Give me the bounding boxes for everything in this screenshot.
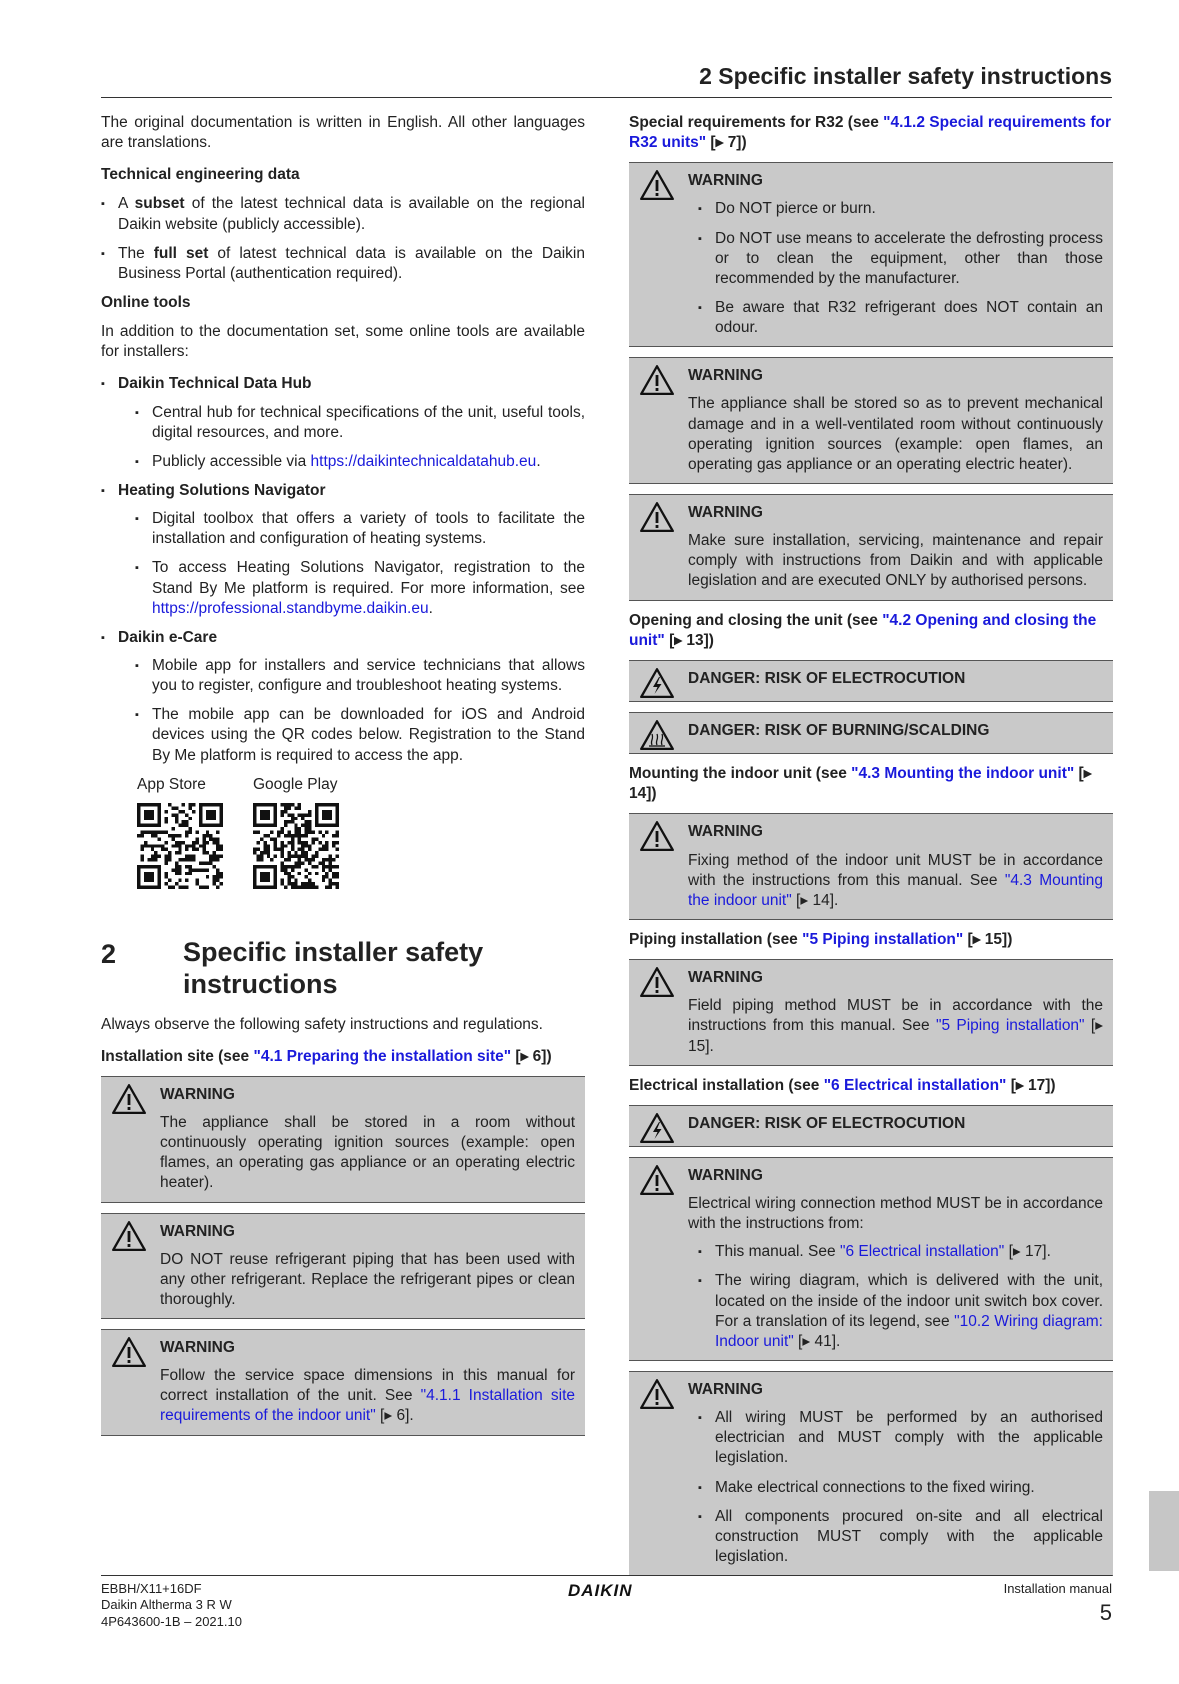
warning-box [629,959,1113,1066]
qr-label: Google Play [253,775,338,793]
list-item: ▪ The mobile app can be downloaded for iOS and Android devices using the QR codes below. Registration to the Stand By Me platform is required to access the app. [135,705,585,765]
wiring-diagram-link[interactable]: "10.2 Wiring diagram: Indoor unit" [715,1312,1103,1350]
page-reference-arrow-icon: ▸ [1012,1243,1021,1261]
online-tools-list [101,374,585,765]
online-tools-intro: In addition to the documentation set, some online tools are available for installers: [101,323,585,361]
warning-text: DO NOT reuse refrigerant piping that has been used with any other refrigerant. Replace the refrigerant pipes or clean thoroughly. [160,1250,575,1308]
qr-code-icon[interactable] [253,803,339,889]
warning-box [629,357,1113,484]
tool-title-technical-data-hub: Daikin Technical Data Hub [118,375,312,393]
technical-data-heading: Technical engineering data [101,166,300,184]
electrical-ref-link[interactable]: "6 Electrical installation" [839,1243,1005,1261]
footer-doc-type: Installation manual [1003,1581,1112,1596]
warning-title: WARNING [160,1339,235,1357]
warning-triangle-icon [111,1220,147,1252]
chapter-number: 2 [101,938,117,969]
hot-surface-triangle-icon [639,719,675,751]
technical-data-list [101,194,585,284]
list-item: ▪ Do NOT pierce or burn. [698,199,1103,219]
online-tools-heading: Online tools [101,293,191,311]
left-column [101,113,585,1446]
page-reference-arrow-icon: ▸ [802,1332,811,1350]
r32-heading: Special requirements for R32 (see "4.1.2 Special requirements for R32 units" [▸ 7]) [629,114,1112,152]
section-side-tab [1149,1491,1179,1571]
warning-box [101,1076,585,1203]
warning-text: Make sure installation, servicing, maintenance and repair comply with instructions from Daikin and with applicable legislation and are executed ONLY by authorised persons. [688,532,1103,590]
electrical-heading: Electrical installation (see "6 Electrical installation" [▸ 17]) [629,1076,1056,1094]
warning-box [629,1157,1113,1361]
list-item: ▪ To access Heating Solutions Navigator, registration to the Stand By Me platform is required. For more information, see https://professional.standbyme.daikin.eu. [135,558,585,618]
warning-text: Field piping method MUST be in accordance with the instructions from this manual. See "5 Piping installation" [▸ 15]. [688,997,1103,1055]
page-reference-arrow-icon: ▸ [384,1407,393,1425]
r32-link[interactable]: "4.1.2 Special requirements for R32 units" [629,114,1112,152]
warning-triangle-icon [639,364,675,396]
warning-title: WARNING [688,172,763,190]
warning-text: The appliance shall be stored so as to prevent mechanical damage and in a well-ventilated room without continuously operating ignition sources (example: open flames, an operating gas appliance or an operating electric heater). [688,395,1103,473]
warning-box [629,162,1113,347]
warning-triangle-icon [639,1164,675,1196]
piping-heading: Piping installation (see "5 Piping installation" [▸ 15]) [629,930,1013,948]
daikin-logo: DAIKIN [568,1581,633,1600]
warning-box [101,1329,585,1436]
mounting-heading: Mounting the indoor unit (see "4.3 Mounting the indoor unit" [▸ 14]) [629,765,1092,803]
warning-text: The appliance shall be stored in a room without continuously operating ignition sources (example: open flames, an operating gas appliance or an operating electric heater). [160,1113,575,1192]
warning-triangle-icon [639,169,675,201]
page-reference-arrow-icon: ▸ [520,1047,529,1065]
danger-title: DANGER: RISK OF BURNING/SCALDING [688,721,990,739]
footer-divider [101,1575,1112,1576]
page-reference-arrow-icon: ▸ [1015,1076,1024,1094]
list-item: ▪ Mobile app for installers and service technicians that allows you to register, configure and troubleshoot heating systems. [135,656,585,696]
opening-closing-heading: Opening and closing the unit (see "4.2 Opening and closing the unit" [▸ 13]) [629,611,1097,649]
warning-title: WARNING [688,969,763,987]
qr-label: App Store [137,775,206,793]
tool-title-heating-solutions-navigator: Heating Solutions Navigator [118,481,326,499]
warning-triangle-icon [111,1336,147,1368]
warning-title: WARNING [160,1085,235,1103]
chapter-title: Specific installer safety instructions [183,936,484,999]
footer-doc-info: EBBH/X11+16DF Daikin Altherma 3 R W 4P643600-1B – 2021.10 [101,1581,242,1629]
list-item: ▪ Make electrical connections to the fixed wiring. [698,1478,1103,1498]
list-item: ▪ All components procured on-site and all electrical construction MUST comply with the applicable legislation. [698,1507,1103,1567]
safety-intro: Always observe the following safety instructions and regulations. [101,1015,543,1033]
piping-link[interactable]: "5 Piping installation" [802,930,964,948]
page-reference-arrow-icon: ▸ [674,631,683,649]
service-space-link[interactable]: "4.1.1 Installation site requirements of the indoor unit" [160,1387,575,1425]
warning-triangle-icon [639,820,675,852]
page-reference-arrow-icon: ▸ [972,930,981,948]
warning-title: WARNING [688,823,763,841]
page-reference-arrow-icon: ▸ [1095,1017,1103,1035]
page-reference-arrow-icon: ▸ [800,891,809,909]
warning-triangle-icon [639,1378,675,1410]
piping-ref-link[interactable]: "5 Piping installation" [935,1017,1085,1035]
mounting-ref-link[interactable]: "4.3 Mounting the indoor unit" [688,871,1103,909]
warning-triangle-icon [639,501,675,533]
warning-title: WARNING [688,1381,763,1399]
list-item: ▪ The full set of latest technical data is available on the Daikin Business Portal (authentication required). [101,244,585,284]
list-item: ▪ Digital toolbox that offers a variety of tools to facilitate the installation and configuration of heating systems. [135,509,585,549]
standbyme-link[interactable]: https://professional.standbyme.daikin.eu [152,599,429,617]
danger-box [629,1105,1113,1147]
warning-box [629,1371,1113,1576]
list-item: ▪ Central hub for technical specifications of the unit, useful tools, digital resources, and more. [135,403,585,443]
list-item [101,374,585,472]
list-item: ▪ This manual. See "6 Electrical installation" [▸ 17]. [698,1242,1103,1262]
installation-site-link[interactable]: "4.1 Preparing the installation site" [253,1047,512,1065]
warning-title: WARNING [688,1166,763,1184]
page-reference-arrow-icon: ▸ [715,134,724,152]
warning-text: Fixing method of the indoor unit MUST be in accordance with the instructions from this manual. See "4.3 Mounting the indoor unit" [▸ 14]. [688,851,1103,909]
danger-box [629,660,1113,702]
technical-data-hub-link[interactable]: https://daikintechnicaldatahub.eu [310,452,537,470]
page-header [101,62,1112,98]
warning-triangle-icon [111,1083,147,1115]
installation-site-heading: Installation site (see "4.1 Preparing the installation site" [▸ 6]) [101,1047,552,1065]
qr-code-icon[interactable] [137,803,223,889]
danger-title: DANGER: RISK OF ELECTROCUTION [688,669,966,687]
chapter-heading [101,937,585,1001]
list-item: ▪ Publicly accessible via https://daikintechnicaldatahub.eu. [135,452,585,472]
page-header-title: 2 Specific installer safety instructions [699,63,1112,89]
warning-text: Electrical wiring connection method MUST be in accordance with the instructions from: [688,1195,1103,1233]
warning-triangle-icon [639,966,675,998]
list-item [101,481,585,619]
warning-title: WARNING [688,503,763,521]
tool-title-ecare: Daikin e-Care [118,628,218,646]
warning-text: Follow the service space dimensions in this manual for correct installation of the unit. See "4.1.1 Installation site requirements of the indoor unit" [▸ 6]. [160,1367,575,1425]
list-item: ▪ All wiring MUST be performed by an authorised electrician and MUST comply with the applicable legislation. [698,1408,1103,1468]
warning-title: WARNING [688,367,763,385]
list-item: ▪ Do NOT use means to accelerate the defrosting process or to clean the equipment, other than those recommended by the manufacturer. [698,229,1103,289]
list-item: ▪ Be aware that R32 refrigerant does NOT contain an odour. [698,298,1103,338]
page-reference-arrow-icon: ▸ [1083,765,1092,783]
intro-paragraph: The original documentation is written in English. All other languages are translations. [101,114,585,152]
list-item [101,628,585,766]
opening-closing-link[interactable]: "4.2 Opening and closing the unit" [629,611,1097,649]
electrical-link[interactable]: "6 Electrical installation" [823,1076,1007,1094]
right-column [629,113,1113,1586]
warning-box [629,813,1113,920]
list-item: ▪ The wiring diagram, which is delivered with the unit, located on the inside of the indoor unit switch box cover. For a translation of its legend, see "10.2 Wiring diagram: Indoor unit" [▸ 41]. [698,1271,1103,1352]
list-item: ▪ A subset of the latest technical data is available on the regional Daikin website (publicly accessible). [101,194,585,234]
warning-box [629,494,1113,601]
qr-google-play [253,775,339,889]
page-number: 5 [1099,1600,1112,1625]
electrocution-triangle-icon [639,667,675,699]
danger-title: DANGER: RISK OF ELECTROCUTION [688,1114,966,1132]
mounting-link[interactable]: "4.3 Mounting the indoor unit" [851,765,1075,783]
danger-box [629,712,1113,754]
warning-box [101,1213,585,1320]
qr-codes [137,775,585,889]
warning-title: WARNING [160,1222,235,1240]
qr-app-store [137,775,223,889]
electrocution-triangle-icon [639,1112,675,1144]
